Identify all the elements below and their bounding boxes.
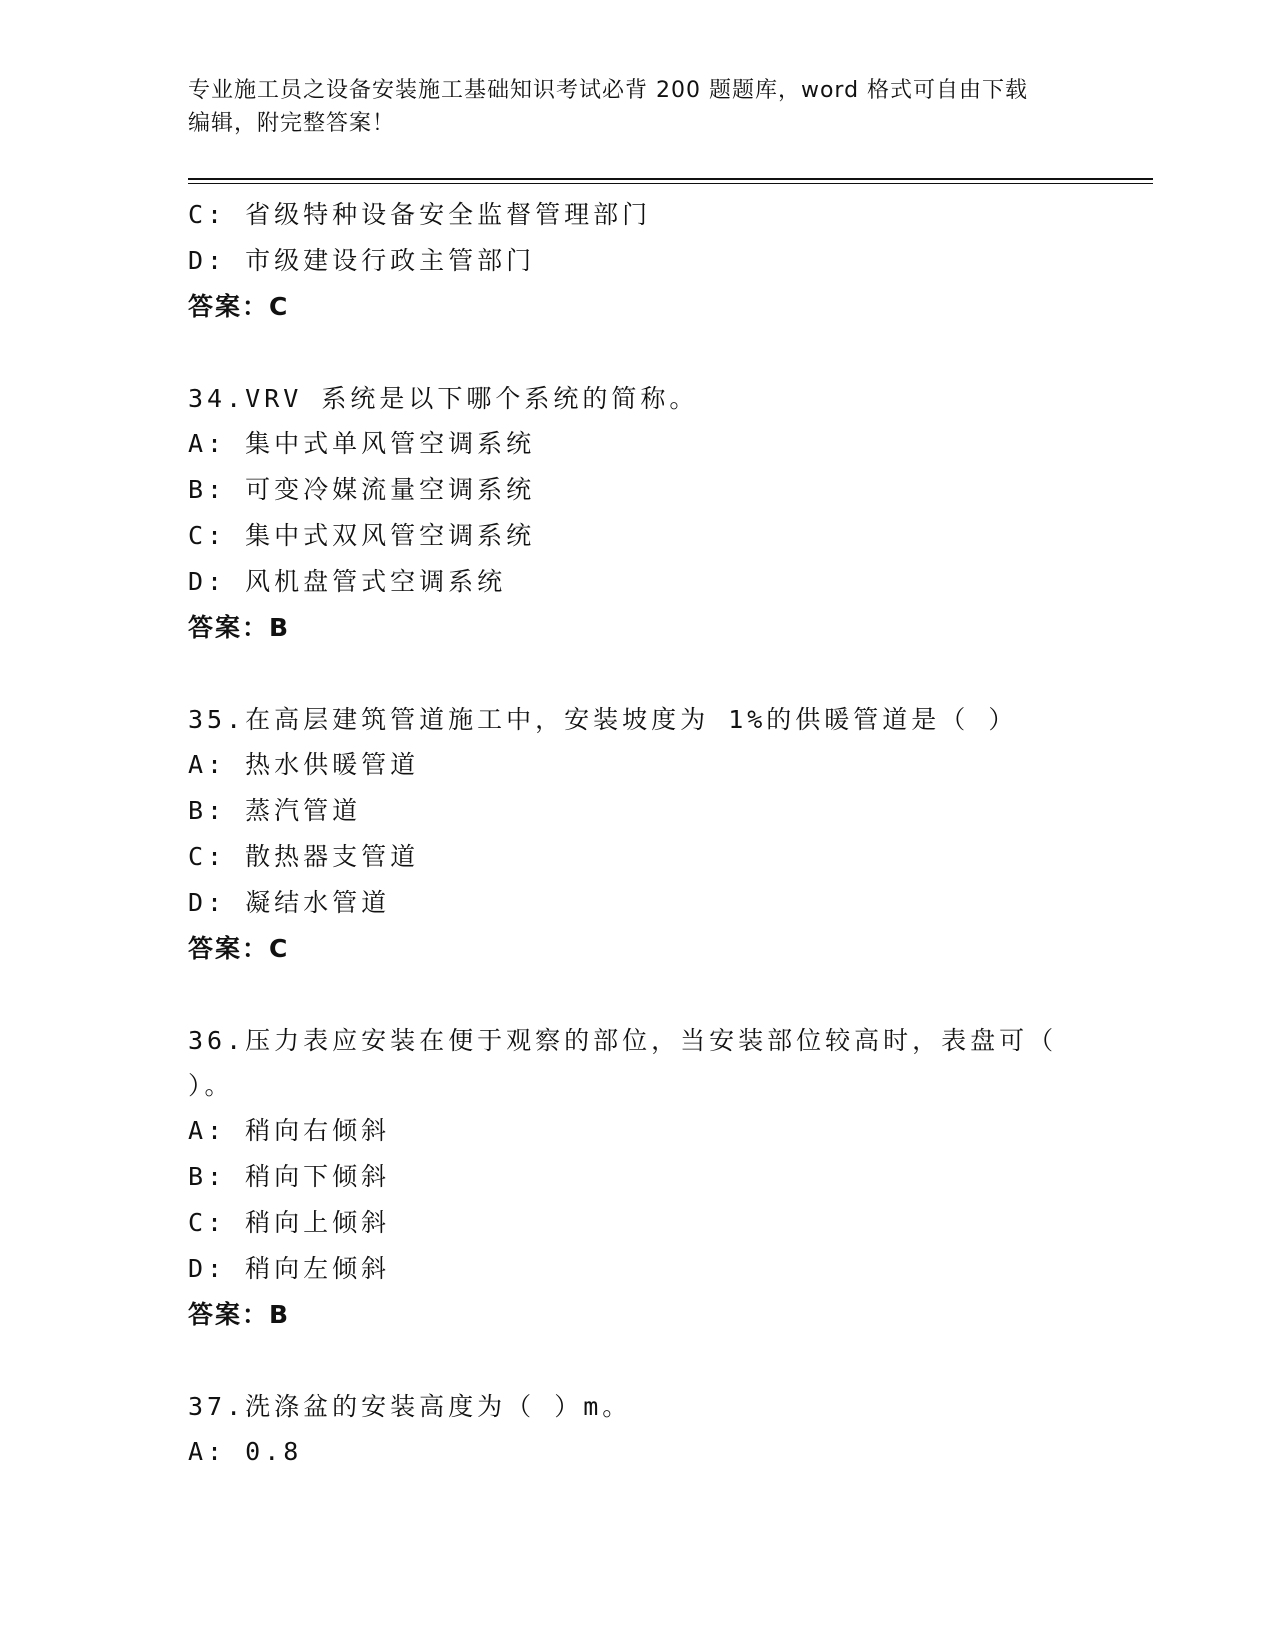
- header-line-2: 编辑，附完整答案！: [188, 111, 396, 136]
- option-a: A: 热水供暖管道: [188, 750, 420, 779]
- answer-label: 答案：B: [188, 613, 291, 642]
- option-b: B: 蒸汽管道: [188, 796, 362, 825]
- answer-label: 答案：C: [188, 934, 290, 963]
- option-a: A: 稍向右倾斜: [188, 1116, 391, 1145]
- option-d: D: 风机盘管式空调系统: [188, 567, 507, 596]
- header-divider-thin: [188, 183, 1153, 184]
- question-list: [188, 192, 1088, 1475]
- header-line-1: 专业施工员之设备安装施工基础知识考试必背 200 题题库，word 格式可自由下载: [188, 78, 1029, 103]
- question-text-line-2: ）。: [188, 1071, 234, 1100]
- question-37: [188, 1384, 1088, 1475]
- option-a: A: 集中式单风管空调系统: [188, 429, 536, 458]
- question-text: 37.洗涤盆的安装高度为（ ）m。: [188, 1392, 632, 1421]
- option-c: C: 省级特种设备安全监督管理部门: [188, 200, 652, 229]
- answer-label: 答案：C: [188, 292, 290, 321]
- option-b: B: 可变冷媒流量空调系统: [188, 475, 536, 504]
- document-header: [188, 74, 1088, 140]
- question-text: 34.VRV 系统是以下哪个系统的简称。: [188, 384, 699, 413]
- question-34: [188, 376, 1088, 651]
- question-33-tail: [188, 192, 1088, 330]
- question-35: [188, 697, 1088, 972]
- header-divider-thick: [188, 178, 1153, 180]
- option-d: D: 凝结水管道: [188, 888, 391, 917]
- option-c: C: 集中式双风管空调系统: [188, 521, 536, 550]
- question-36: [188, 1018, 1088, 1338]
- option-c: C: 稍向上倾斜: [188, 1208, 391, 1237]
- option-d: D: 市级建设行政主管部门: [188, 246, 536, 275]
- option-a: A: 0.8: [188, 1437, 303, 1466]
- question-text: 35.在高层建筑管道施工中，安装坡度为 1%的供暖管道是（ ）: [188, 705, 1018, 734]
- option-d: D: 稍向左倾斜: [188, 1254, 391, 1283]
- question-text-line-1: 36.压力表应安装在便于观察的部位，当安装部位较高时，表盘可（: [188, 1026, 1058, 1055]
- option-b: B: 稍向下倾斜: [188, 1162, 391, 1191]
- answer-label: 答案：B: [188, 1300, 291, 1329]
- option-c: C: 散热器支管道: [188, 842, 420, 871]
